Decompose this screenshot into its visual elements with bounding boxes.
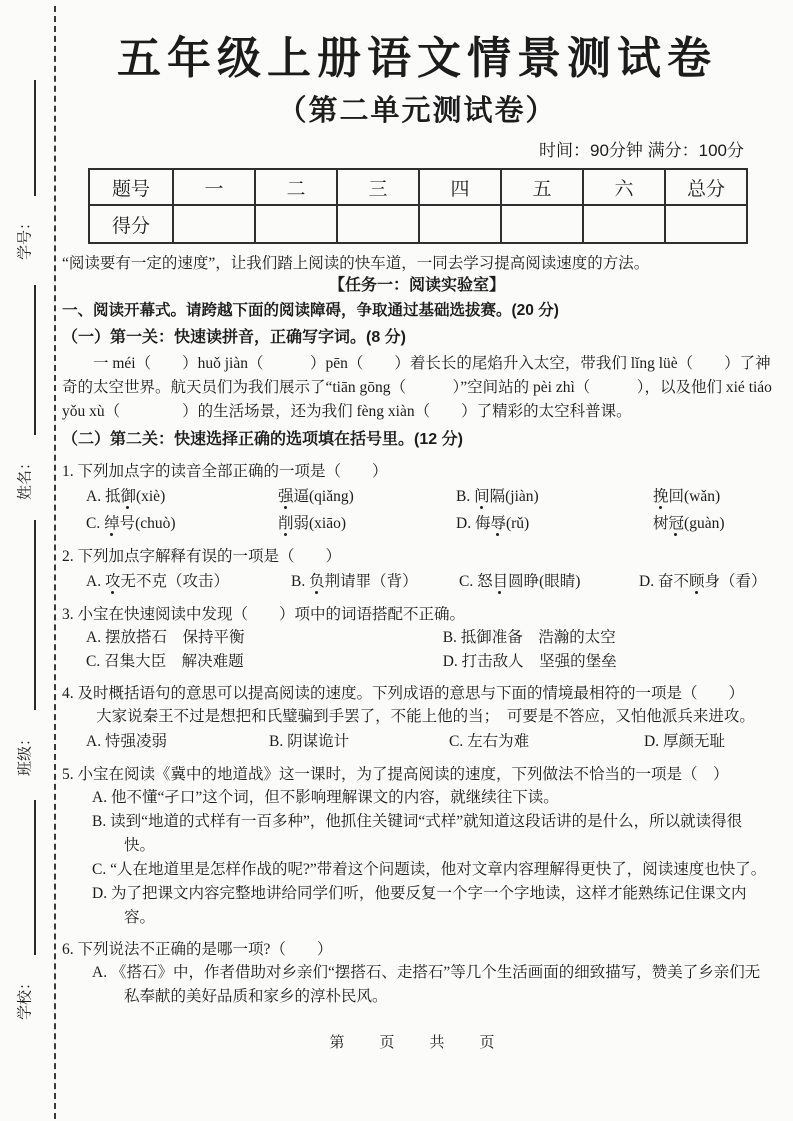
option-item: 树冠(guàn)	[653, 515, 725, 532]
task-banner: 【任务一：阅读实验室】	[328, 277, 505, 294]
page-title: 五年级上册语文情景测试卷	[117, 34, 717, 83]
student-id-writing-line	[34, 80, 36, 196]
header-cell: 总分	[665, 169, 747, 205]
header-cell: 二	[255, 169, 337, 205]
dotted-char: 御	[120, 488, 136, 505]
dotted-char: 目	[492, 573, 509, 590]
option-item: B. 间隔(jiàn)	[456, 488, 539, 505]
fold-dashed-line	[54, 6, 56, 1119]
option-item: A. 抵御(xiè)	[86, 488, 166, 505]
header-cell: 三	[337, 169, 419, 205]
dotted-char: 绰	[104, 515, 120, 532]
page-subtitle: （第二单元测试卷）	[277, 95, 557, 127]
question-2-options	[62, 568, 772, 595]
class-writing-line	[34, 520, 36, 710]
option-item: 削弱(xiāo)	[278, 515, 347, 532]
question-3	[62, 603, 772, 674]
option-item: C. 绰号(chuò)	[86, 515, 176, 532]
score-cell	[255, 205, 337, 243]
intro-text: “阅读要有一定的速度”，让我们踏上阅读的快车道，一同去学习提高阅读速度的方法。	[62, 255, 650, 272]
dotted-char: 冠	[668, 515, 685, 532]
pinyin-fill-paragraph: 一 méi（ ）huǒ jiàn（ ）pēn（ ）着长长的尾焰升入太空，带我们 lǐng lüè（ ）了神奇的太空世界。航天员们为我们展示了“tiān gōng（ ）”空间站的 pèi zhì（ ），以及他们 xié tiáo yǒu xù（ ）的生活场景，还为我们 fèng xiàn（ ）了精彩的太空科普课。	[62, 355, 772, 420]
question-stem: 2. 下列加点字解释有误的一项是（ ）	[62, 548, 342, 565]
header-cell: 六	[583, 169, 665, 205]
option-item: D. 侮辱(rǔ)	[456, 515, 530, 532]
question-5	[62, 763, 772, 930]
score-cell	[501, 205, 583, 243]
question-stem: 3. 小宝在快速阅读中发现（ ）项中的词语搭配不正确。	[62, 606, 466, 623]
question-4	[62, 682, 772, 755]
option-item: B. 阴谋诡计	[269, 733, 350, 750]
question-stem: 1. 下列加点字的读音全部正确的一项是（ ）	[62, 463, 388, 480]
footer-page-label: 第 页 共 页	[329, 1034, 505, 1051]
option-item: D. 为了把课文内容完整地讲给同学们听，他要反复一个字一个字地读，这样才能熟练记住课文内容。	[92, 885, 747, 926]
part-one-heading: （一）第一关：快速读拼音，正确写字词。(8 分)	[62, 329, 407, 346]
option-item: D. 厚颜无耻	[644, 733, 725, 750]
score-cell	[173, 205, 255, 243]
question-2	[62, 545, 772, 595]
option-item: C. 怒目圆睁(眼睛)	[459, 573, 581, 590]
part-two-heading: （二）第二关：快速选择正确的选项填在括号里。(12 分)	[62, 431, 463, 448]
dotted-char: 削	[278, 515, 294, 532]
score-cell	[419, 205, 501, 243]
question-4-options	[62, 728, 772, 755]
exam-content	[62, 0, 772, 1052]
sidebar-label-student-id: 学号：	[16, 215, 34, 261]
option-item: D. 打击敌人 坚强的堡垒	[442, 653, 617, 670]
question-stem: 6. 下列说法不正确的是哪一项?（ ）	[62, 941, 333, 958]
option-item: 强逼(qiǎng)	[278, 488, 354, 505]
score-cell	[665, 205, 747, 243]
question-3-options	[62, 626, 772, 674]
header-cell: 一	[173, 169, 255, 205]
option-item: 挽回(wǎn)	[653, 488, 721, 505]
exam-meta: 时间：90分钟 满分：100分	[539, 141, 744, 160]
dotted-char: 间	[474, 488, 490, 505]
option-item: A. 《搭石》中，作者借助对乡亲们“摆搭石、走搭石”等几个生活画面的细致描写，赞美了乡亲们无私奉献的美好品质和家乡的淳朴民风。	[92, 964, 761, 1005]
dotted-char: 强	[278, 488, 294, 505]
question-context: 大家说秦王不过是想把和氏璧骗到手罢了，不能上他的当； 可要是不答应，又怕他派兵来进攻。	[96, 708, 755, 725]
question-6	[62, 938, 772, 1009]
option-item: C. “人在地道里是怎样作战的呢?”带着这个问题读，他对文章内容理解得更快了，阅读速度也快了。	[92, 861, 767, 878]
score-cell	[583, 205, 665, 243]
question-stem: 4. 及时概括语句的意思可以提高阅读的速度。下列成语的意思与下面的情境最相符的一项是（ ）	[62, 685, 745, 702]
option-item: A. 攻无不克（攻击）	[86, 573, 229, 590]
school-writing-line	[34, 800, 36, 955]
section-one-heading: 一、阅读开幕式。请跨越下面的阅读障碍，争取通过基础选拔赛。(20 分)	[62, 302, 559, 319]
option-item: C. 召集大臣 解决难题	[86, 653, 244, 670]
question-stem: 5. 小宝在阅读《冀中的地道战》这一课时，为了提高阅读的速度，下列做法不恰当的一项是（ ）	[62, 766, 729, 783]
question-1-options	[62, 483, 772, 537]
option-item: B. 抵御准备 浩瀚的太空	[442, 629, 616, 646]
header-cell: 四	[419, 169, 501, 205]
score-table-score-row	[89, 205, 747, 243]
option-item: B. 读到“地道的式样有一百多种”，他抓住关键词“式样”就知道这段话讲的是什么，所以就读得很快。	[92, 813, 743, 854]
score-table-header-row	[89, 169, 747, 205]
header-cell: 题号	[89, 169, 173, 205]
option-item: D. 奋不顾身（看）	[639, 573, 767, 590]
option-item: C. 左右为难	[449, 733, 530, 750]
sidebar-label-class: 班级：	[16, 731, 34, 777]
dotted-char: 负	[309, 573, 325, 590]
name-writing-line	[34, 285, 36, 435]
option-item: B. 负荆请罪（背）	[291, 573, 418, 590]
dotted-char: 攻	[104, 573, 121, 590]
sidebar-label-school: 学校：	[16, 975, 34, 1021]
sidebar-label-name: 姓名：	[16, 455, 34, 501]
option-item: A. 恃强凌弱	[86, 733, 167, 750]
dotted-char: 辱	[490, 515, 506, 532]
header-cell: 五	[501, 169, 583, 205]
option-item: A. 摆放搭石 保持平衡	[86, 629, 245, 646]
dotted-char: 挽	[653, 488, 669, 505]
score-cell	[337, 205, 419, 243]
option-item: A. 他不懂“孑口”这个词，但不影响理解课文的内容，就继续往下读。	[92, 789, 559, 806]
score-table	[88, 168, 748, 244]
dotted-char: 顾	[688, 573, 705, 590]
score-row-label: 得分	[89, 205, 173, 243]
question-1	[62, 460, 772, 537]
